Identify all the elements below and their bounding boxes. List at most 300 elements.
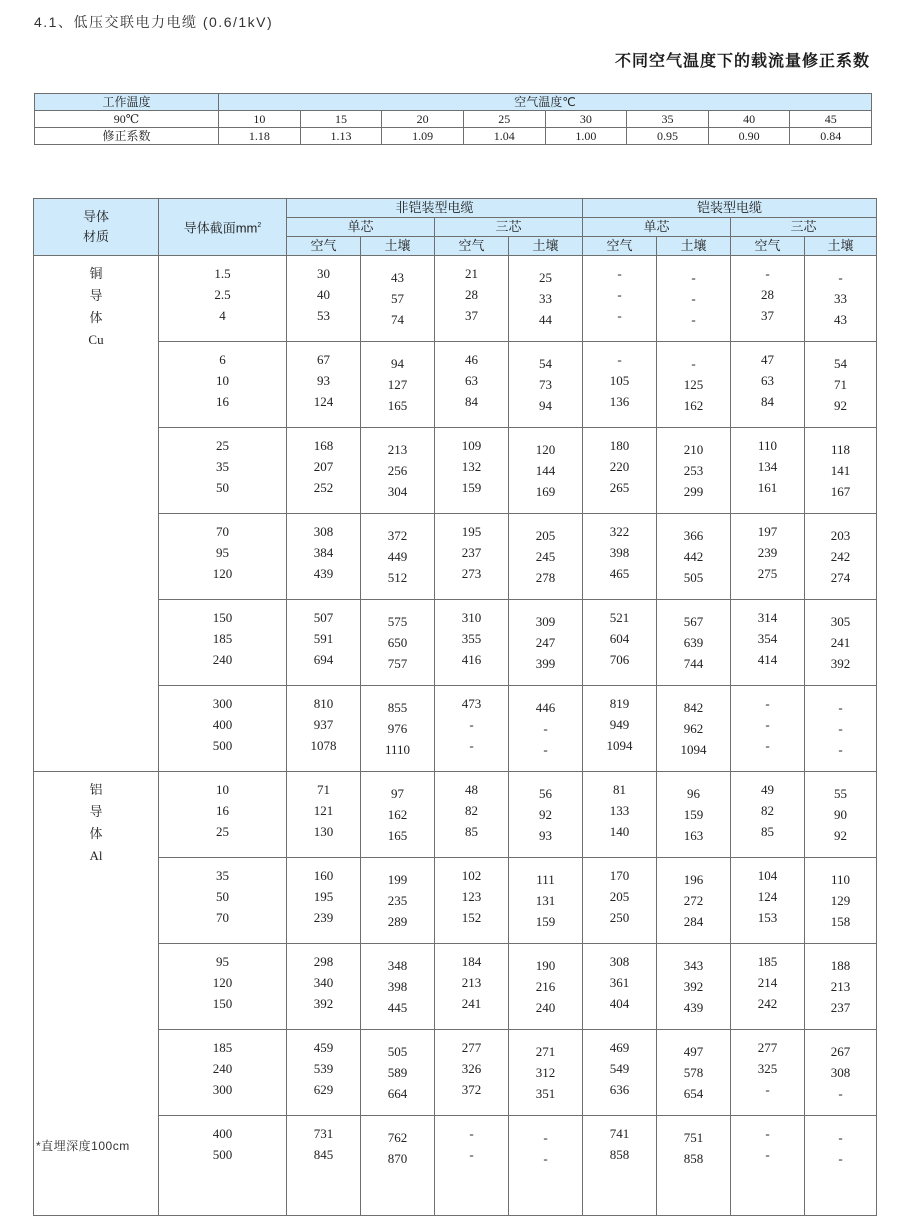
value-stack [805,521,876,584]
value-stack [159,951,286,1014]
value-cell: 392 [313,996,334,1011]
ampacity-cell [731,944,805,1030]
ampacity-cell [657,600,731,686]
value-stack [361,521,434,584]
value-cell: 46 [465,352,478,367]
value-cell: 505 [683,570,704,585]
ampacity-cell [509,1116,583,1216]
ampacity-cell [509,514,583,600]
value-stack [509,779,582,842]
value-cell: 213 [387,442,408,457]
value-stack [287,521,360,584]
value-cell: - [543,742,548,757]
ampacity-cell [583,600,657,686]
value-cell: 340 [313,975,334,990]
value-cell: 250 [609,910,630,925]
value-cell: 449 [387,549,408,564]
ampacity-cell [435,1030,509,1116]
value-cell: 141 [830,463,851,478]
ampacity-cell [657,342,731,428]
value-cell: 277 [461,1040,482,1055]
value-cell: 300 [212,696,233,711]
value-stack [657,779,730,842]
value-cell: 304 [387,484,408,499]
value-cell: 240 [535,1000,556,1015]
section-header-sup: 2 [257,221,262,229]
value-cell: 237 [461,545,482,560]
value-stack [159,607,286,670]
ampacity-cell [731,514,805,600]
value-cell: 213 [830,979,851,994]
value-cell: - [543,1130,548,1145]
page-subtitle: 不同空气温度下的载流量修正系数 [614,53,870,70]
value-cell: 398 [387,979,408,994]
value-cell: 348 [387,958,408,973]
value-cell: 446 [535,700,556,715]
value-stack [287,607,360,670]
ampacity-cell [361,772,435,858]
ampacity-cell [657,428,731,514]
value-stack [361,349,434,412]
value-stack [435,1037,508,1100]
value-stack [159,263,286,326]
value-cell: 253 [683,463,704,478]
value-cell: 160 [313,868,334,883]
value-cell: 102 [461,868,482,883]
value-cell: 92 [834,398,848,413]
value-cell: 84 [465,394,478,409]
value-cell: 500 [212,738,233,753]
value-cell: 159 [461,480,482,495]
value-stack [805,1123,876,1165]
ampacity-cell [805,342,877,428]
value-cell: 507 [313,610,334,625]
value-cell: 239 [757,545,778,560]
value-cell: - [469,738,474,753]
value-stack [583,693,656,756]
ampacity-cell [287,342,361,428]
ampacity-cell [731,600,805,686]
value-cell: 274 [830,570,851,585]
ampacity-cell [287,686,361,772]
value-cell: - [838,1086,843,1101]
value-cell: 308 [830,1065,851,1080]
ampacity-cell [435,428,509,514]
value-cell: 90 [834,807,848,822]
copper-material-cell-line4: Cu [88,332,104,347]
value-stack [435,607,508,670]
value-cell: 567 [683,614,704,629]
factor-cell: 0.90 [708,128,790,145]
value-cell: 120 [212,975,233,990]
ampacity-cell [435,1116,509,1216]
value-stack [509,263,582,326]
value-cell: 604 [609,631,630,646]
value-cell: 196 [683,872,704,887]
air-header: 空气 [583,237,657,256]
value-stack [731,349,804,412]
value-stack [583,1123,656,1165]
value-cell: 325 [757,1061,778,1076]
value-stack [361,865,434,928]
value-cell: 133 [609,803,630,818]
value-stack [159,435,286,498]
value-stack [361,1037,434,1100]
value-cell: 67 [317,352,330,367]
factor-cell: 1.18 [219,128,301,145]
value-cell: 398 [609,545,630,560]
ampacity-cell [287,600,361,686]
ampacity-cell [435,600,509,686]
ampacity-cell [435,514,509,600]
factor-cell: 1.13 [300,128,382,145]
value-stack [509,607,582,670]
value-cell: - [765,266,770,281]
value-cell: 284 [683,914,704,929]
ampacity-cell [805,600,877,686]
ampacity-cell [657,686,731,772]
value-cell: 44 [539,312,552,327]
value-stack [731,865,804,928]
value-cell: - [691,270,696,285]
value-stack [361,607,434,670]
value-cell: 445 [387,1000,408,1015]
value-cell: 71 [834,377,848,392]
section-header-text: 导体截面mm [183,220,258,236]
value-cell: 97 [391,786,404,801]
value-cell: 744 [683,656,704,671]
value-cell: - [838,700,843,715]
value-cell: 575 [387,614,408,629]
soil-header: 土壤 [805,237,877,256]
value-cell: 104 [757,868,778,883]
value-cell: 63 [465,373,478,388]
ampacity-cell [583,514,657,600]
value-cell: 272 [683,893,704,908]
value-cell: 136 [609,394,630,409]
value-cell: 308 [609,954,630,969]
ampacity-cell [731,1030,805,1116]
value-stack [657,521,730,584]
value-cell: 73 [539,377,552,392]
value-stack [361,1123,434,1165]
value-stack [583,521,656,584]
value-stack [435,693,508,756]
copper-material-cell-line2: 导 [89,288,103,303]
value-cell: 93 [539,828,552,843]
value-cell: - [617,352,622,367]
value-cell: - [765,717,770,732]
value-cell: 185 [212,631,233,646]
temp-cell: 10 [219,111,301,128]
value-stack [509,349,582,412]
value-cell: 1.5 [214,266,231,281]
value-stack [657,1123,730,1165]
section-cell [159,342,287,428]
section-title: 4.1、低压交联电力电缆 (0.6/1kV) [34,14,274,30]
value-cell: 414 [757,652,778,667]
value-cell: - [691,291,696,306]
ampacity-cell [657,1116,731,1216]
value-cell: 127 [387,377,408,392]
value-cell: 271 [535,1044,556,1059]
value-cell: 240 [212,652,233,667]
ampacity-cell [657,256,731,342]
value-cell: 310 [461,610,482,625]
value-stack [435,435,508,498]
value-cell: 169 [535,484,556,499]
value-cell: 962 [683,721,704,736]
temp-cell: 15 [300,111,382,128]
value-cell: - [617,287,622,302]
value-cell: - [469,717,474,732]
value-stack [805,865,876,928]
ampacity-cell [583,342,657,428]
work-temp-header: 工作温度 [35,94,219,111]
value-cell: 439 [683,1000,704,1015]
value-cell: 235 [387,893,408,908]
value-cell: 50 [216,480,229,495]
ampacity-cell [361,514,435,600]
value-stack [435,779,508,842]
value-cell: 322 [609,524,630,539]
ampacity-cell [583,686,657,772]
section-cell [159,944,287,1030]
value-cell: 442 [683,549,704,564]
value-cell: 150 [212,610,233,625]
value-stack [287,349,360,412]
ampacity-cell [805,428,877,514]
value-cell: 54 [539,356,552,371]
ampacity-cell [361,944,435,1030]
factor-label: 修正系数 [35,128,219,145]
ampacity-cell [361,600,435,686]
value-cell: 731 [313,1126,334,1141]
value-cell: 124 [313,394,334,409]
value-cell: 855 [387,700,408,715]
ampacity-cell [731,256,805,342]
value-cell: 203 [830,528,851,543]
value-stack [657,435,730,498]
value-stack [159,349,286,412]
ampacity-cell [731,1116,805,1216]
value-cell: 81 [613,782,627,797]
value-stack [731,693,804,756]
ampacity-cell [583,428,657,514]
factor-cell: 0.95 [627,128,709,145]
value-cell: 121 [313,803,334,818]
value-cell: 168 [313,438,334,453]
value-cell: 298 [313,954,334,969]
value-cell: 355 [461,631,482,646]
section-cell [159,1030,287,1116]
value-cell: 185 [757,954,778,969]
value-cell: 267 [830,1044,851,1059]
value-cell: 159 [535,914,556,929]
value-cell: 93 [317,373,330,388]
copper-material-cell [34,256,159,772]
ampacity-cell [731,428,805,514]
section-cell [159,428,287,514]
value-cell: 465 [609,566,630,581]
value-cell: 134 [757,459,778,474]
material-header [34,199,159,256]
value-cell: 199 [387,872,408,887]
value-cell: 125 [683,377,704,392]
value-cell: 162 [387,807,408,822]
value-cell: 650 [387,635,408,650]
value-cell: 109 [461,438,482,453]
value-stack [583,865,656,928]
value-cell: 741 [609,1126,630,1141]
value-cell: 165 [387,398,408,413]
value-stack [657,693,730,756]
air-header: 空气 [435,237,509,256]
value-cell: 366 [683,528,704,543]
value-stack [287,951,360,1014]
value-cell: 308 [313,524,334,539]
value-stack [731,779,804,842]
value-cell: 241 [461,996,482,1011]
section-cell [159,514,287,600]
value-stack [731,521,804,584]
value-stack [731,263,804,326]
ampacity-cell [435,256,509,342]
value-cell: 207 [313,459,334,474]
value-cell: 188 [830,958,851,973]
value-cell: 762 [387,1130,408,1145]
ampacity-cell [731,342,805,428]
ampacity-cell [805,514,877,600]
value-cell: 976 [387,721,408,736]
value-cell: 110 [831,872,851,887]
value-stack [657,1037,730,1100]
value-cell: 216 [535,979,556,994]
air-temp-header: 空气温度℃ [219,94,872,111]
table-row [34,858,877,944]
work-temp-value: 90℃ [35,111,219,128]
aluminum-material-cell-line1: 铝 [89,782,103,797]
value-cell: 43 [391,270,404,285]
value-cell: - [469,1147,474,1162]
value-stack [731,1037,804,1100]
value-cell: 92 [539,807,552,822]
value-cell: 95 [216,954,229,969]
ampacity-cell [583,256,657,342]
value-cell: 399 [535,656,556,671]
value-stack [509,1037,582,1100]
ampacity-cell [805,256,877,342]
value-stack [657,607,730,670]
value-cell: 55 [834,786,848,801]
table-row [34,342,877,428]
factor-cell: 1.00 [545,128,627,145]
value-cell: 277 [757,1040,778,1055]
table-row [34,772,877,858]
value-cell: 312 [535,1065,556,1080]
section-cell [159,600,287,686]
value-cell: 152 [461,910,482,925]
ampacity-cell [509,342,583,428]
value-cell: 664 [387,1086,408,1101]
value-cell: 4 [219,308,226,323]
value-cell: 404 [609,996,630,1011]
value-cell: 416 [461,652,482,667]
value-cell: 326 [461,1061,482,1076]
value-cell: 372 [461,1082,482,1097]
value-stack [731,1123,804,1165]
value-cell: 47 [761,352,775,367]
value-cell: 35 [216,459,229,474]
value-cell: 400 [212,717,233,732]
value-cell: 810 [313,696,334,711]
unarmored-header: 非铠装型电缆 [287,199,583,218]
value-cell: 694 [313,652,334,667]
ampacity-cell [583,1116,657,1216]
value-stack [583,607,656,670]
value-cell: 654 [683,1086,704,1101]
value-stack [509,865,582,928]
value-cell: 150 [212,996,233,1011]
value-stack [805,607,876,670]
value-stack [287,263,360,326]
value-stack [583,951,656,1014]
aluminum-material-cell-line2: 导 [89,804,103,819]
value-stack [361,951,434,1014]
temp-cell: 20 [382,111,464,128]
temp-cell: 35 [627,111,709,128]
value-cell: - [838,1130,843,1145]
value-cell: - [765,696,770,711]
ampacity-cell [287,1030,361,1116]
ampacity-cell [509,858,583,944]
value-cell: - [838,742,843,757]
value-cell: 71 [317,782,330,797]
value-cell: 858 [609,1147,630,1162]
value-cell: 74 [391,312,404,327]
value-cell: 578 [683,1065,704,1080]
value-cell: 95 [216,545,229,560]
value-cell: 636 [609,1082,630,1097]
ampacity-cell [435,858,509,944]
value-stack [805,951,876,1014]
factor-cell: 0.84 [790,128,872,145]
value-cell: 500 [212,1147,233,1162]
value-cell: - [617,266,622,281]
value-cell: 94 [391,356,404,371]
ampacity-cell [361,1030,435,1116]
value-cell: 118 [831,442,851,457]
value-stack [435,521,508,584]
value-stack [159,779,286,842]
value-stack [509,435,582,498]
value-cell: 361 [609,975,630,990]
value-stack [361,263,434,326]
value-cell: 6 [219,352,226,367]
value-cell: 1078 [310,738,337,753]
temp-cell: 45 [790,111,872,128]
ampacity-cell [805,858,877,944]
value-cell: 49 [761,782,775,797]
value-cell: 105 [609,373,630,388]
value-cell: 131 [535,893,556,908]
value-cell: 123 [461,889,482,904]
value-cell: 459 [313,1040,334,1055]
value-stack [435,349,508,412]
value-stack [435,865,508,928]
value-cell: 845 [313,1147,334,1162]
value-stack [657,951,730,1014]
